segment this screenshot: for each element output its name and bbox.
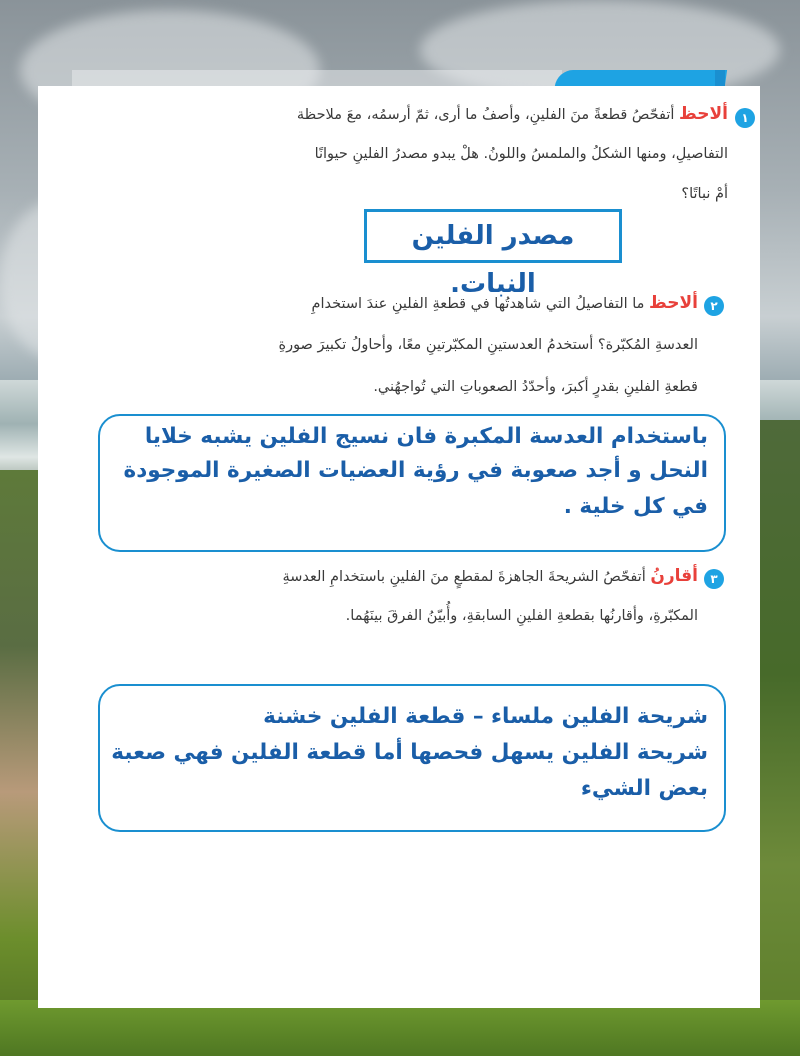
question-3 xyxy=(158,564,698,634)
question-3-line-2: المكبّرةِ، وأقارنُها بقطعةِ الفلينِ السابقةِ، وأُبيّنُ الفرقَ بينَهُما. xyxy=(345,608,698,624)
question-2-keyword: ألاحظ xyxy=(649,293,698,313)
question-1-keyword: ألاحظ xyxy=(679,104,728,124)
question-2-line-3: قطعةِ الفلينِ بقدرٍ أكبرَ، وأحدّدُ الصعوباتِ التي تُواجهُني. xyxy=(373,379,698,395)
question-3-line-1 xyxy=(282,566,698,586)
worksheet-page xyxy=(38,86,760,1008)
question-1-number: ١ xyxy=(735,108,755,128)
question-1-line-3: أمْ نباتًا؟ xyxy=(681,186,728,202)
question-3-text-1: أتفحّصُ الشريحةَ الجاهزةَ لمقطعٍ منَ الفلينِ باستخدامِ العدسةِ xyxy=(282,569,646,585)
question-2-text-1: ما التفاصيلُ التي شاهدتُها في قطعةِ الفلينِ عندَ استخدامِ xyxy=(311,296,645,312)
answer-1-box[interactable]: مصدر الفلين النبات. xyxy=(364,209,622,263)
question-2-line-1 xyxy=(311,293,698,313)
answer-2-line-2: النحل و أجد صعوبة في رؤية العضيات الصغيرة الموجودة xyxy=(123,458,708,483)
answer-3-box[interactable] xyxy=(98,684,726,832)
question-2-line-2: العدسةِ المُكبّرة؟ أستخدمُ العدستينِ المكبّرتينِ معًا، وأحاولُ تكبيرَ صورةِ xyxy=(278,337,698,353)
answer-2-box[interactable] xyxy=(98,414,726,552)
answer-2-line-1: باستخدام العدسة المكبرة فان نسيج الفلين يشبه خلايا xyxy=(144,424,708,449)
answer-3-line-3: بعض الشيء xyxy=(580,776,708,801)
answer-3-line-1: شريحة الفلين ملساء – قطعة الفلين خشنة xyxy=(263,704,708,729)
question-3-keyword: أقارنُ xyxy=(650,566,698,586)
grass-background xyxy=(0,1000,800,1056)
question-1-line-1 xyxy=(297,104,728,124)
answer-2-line-3: في كل خلية . xyxy=(563,494,708,519)
question-1 xyxy=(98,102,728,212)
question-1-line-2: التفاصيلِ، ومنها الشكلُ والملمسُ واللونُ. هلْ يبدو مصدرُ الفلينِ حيوانًا xyxy=(314,146,728,162)
question-2-number: ٢ xyxy=(704,296,724,316)
question-1-text-1: أتفحّصُ قطعةً منَ الفلينِ، وأصفُ ما أرى، ثمّ أرسمُه، معَ ملاحظة xyxy=(296,107,675,123)
question-3-number: ٣ xyxy=(704,569,724,589)
answer-3-line-2: شريحة الفلين يسهل فحصها أما قطعة الفلين فهي صعبة xyxy=(111,740,708,765)
question-2 xyxy=(138,291,698,401)
